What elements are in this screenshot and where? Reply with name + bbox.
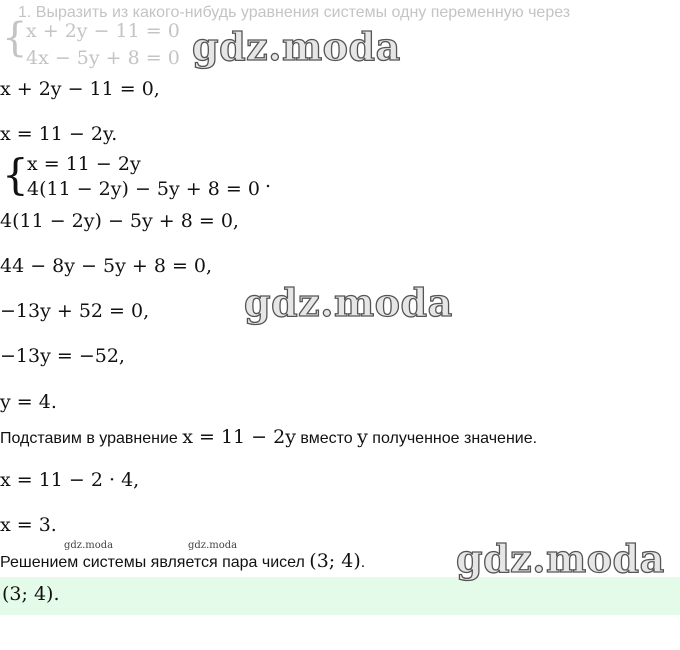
equation-line-8: x = 11 − 2 · 4, [0, 469, 140, 491]
system-brace-top: { [2, 15, 28, 61]
equation-line-9: x = 3. [0, 514, 57, 536]
conclusion-text: Решением системы является пара чисел [0, 554, 310, 571]
system2-dot: . [265, 170, 272, 192]
substitution-text-b: вместо [295, 430, 358, 447]
substitution-text-a: Подставим в уравнение [0, 430, 183, 447]
equation-line-2: x = 11 − 2y. [0, 123, 118, 145]
equation-line-1: x + 2y − 11 = 0, [0, 78, 160, 100]
conclusion-end: . [360, 554, 366, 571]
watermark-small-2: gdz.moda [188, 540, 238, 551]
watermark-top: gdz.moda [192, 24, 401, 69]
watermark-small-1: gdz.moda [64, 540, 114, 551]
faded-system-eq2: 4x − 5y + 8 = 0 [26, 47, 180, 69]
watermark-bottom: gdz.moda [456, 536, 665, 581]
faded-system-eq1: x + 2y − 11 = 0 [26, 20, 180, 42]
equation-line-7: y = 4. [0, 391, 57, 413]
system-brace-second: { [2, 150, 29, 199]
substitution-math-1: x = 11 − 2y [182, 426, 296, 448]
conclusion-sentence [0, 550, 365, 572]
equation-line-4: 44 − 8y − 5y + 8 = 0, [0, 255, 213, 277]
equation-line-5: −13y + 52 = 0, [0, 300, 150, 322]
system2-eq1: x = 11 − 2y [27, 153, 141, 175]
equation-line-3: 4(11 − 2y) − 5y + 8 = 0, [0, 210, 239, 232]
faded-step-heading: 1. Выразить из какого-нибудь уравнения системы одну переменную через [18, 4, 571, 21]
substitution-math-2: y [357, 426, 368, 448]
system2-eq2: 4(11 − 2y) − 5y + 8 = 0 [27, 178, 260, 200]
conclusion-math: (3; 4) [309, 550, 361, 572]
watermark-middle: gdz.moda [244, 280, 453, 325]
substitution-sentence [0, 426, 537, 448]
substitution-text-c: полученное значение. [367, 430, 538, 447]
equation-line-6: −13y = −52, [0, 345, 125, 367]
answer-box [0, 577, 680, 615]
answer-value: (3; 4). [2, 583, 60, 605]
